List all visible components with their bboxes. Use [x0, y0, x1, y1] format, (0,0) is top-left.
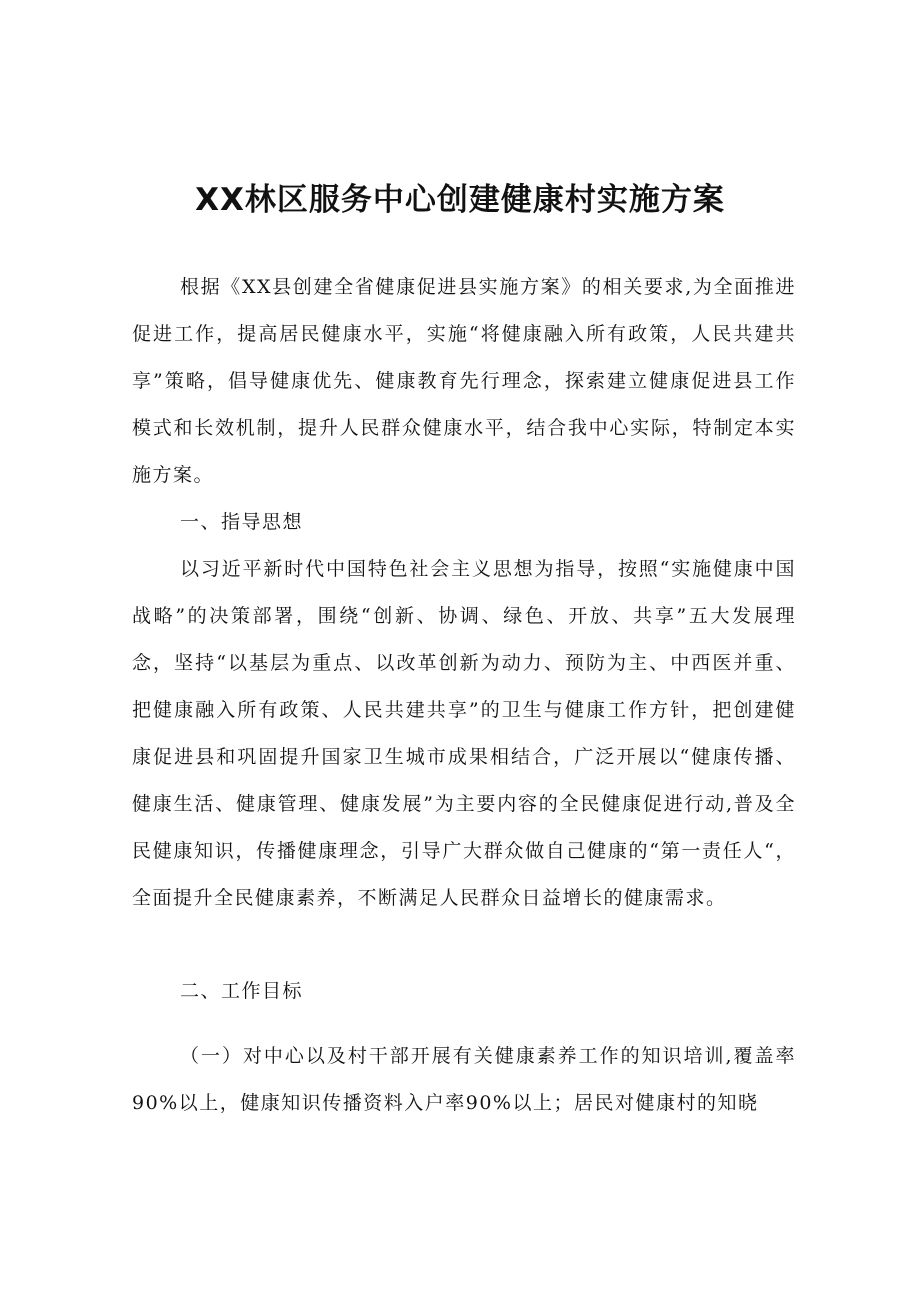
section-heading-guiding-ideology: 一、指导思想: [180, 511, 304, 533]
guiding-ideology-paragraph: 以习近平新时代中国特色社会主义思想为指导，按照“实施健康中国战略”的决策部署，围绕“创新、协调、绿色、开放、共享”五大发展理念，坚持“以基层为重点、以改革创新为动力、预防为主、中西医并重、把健康融入所有政策、人民共建共享”的卫生与健康工作方针，把创建健康促进县和巩固提升国家卫生城市成果相结合，广泛开展以“健康传播、健康生活、健康管理、健康发展”为主要内容的全民健康促进行动,普及全民健康知识，传播健康理念，引导广大群众做自己健康的“第一责任人“，全面提升全民健康素养，不断满足人民群众日益增长的健康需求。: [132, 558, 796, 909]
section-heading-work-goals: 二、工作目标: [180, 980, 304, 1002]
intro-paragraph: 根据《XX县创建全省健康促进县实施方案》的相关要求,为全面推进促进工作，提高居民健康水平，实施“将健康融入所有政策，人民共建共享”策略，倡导健康优先、健康教育先行理念，探索建立健康促进县工作模式和长效机制，提升人民群众健康水平，结合我中心实际，特制定本实施方案。: [132, 276, 796, 486]
work-goals-item-1: （一）对中心以及村干部开展有关健康素养工作的知识培训,覆盖率90%以上，健康知识传播资料入户率90%以上；居民对健康村的知晓: [132, 1045, 796, 1114]
document-title: XX林区服务中心创建健康村实施方案: [195, 182, 725, 218]
